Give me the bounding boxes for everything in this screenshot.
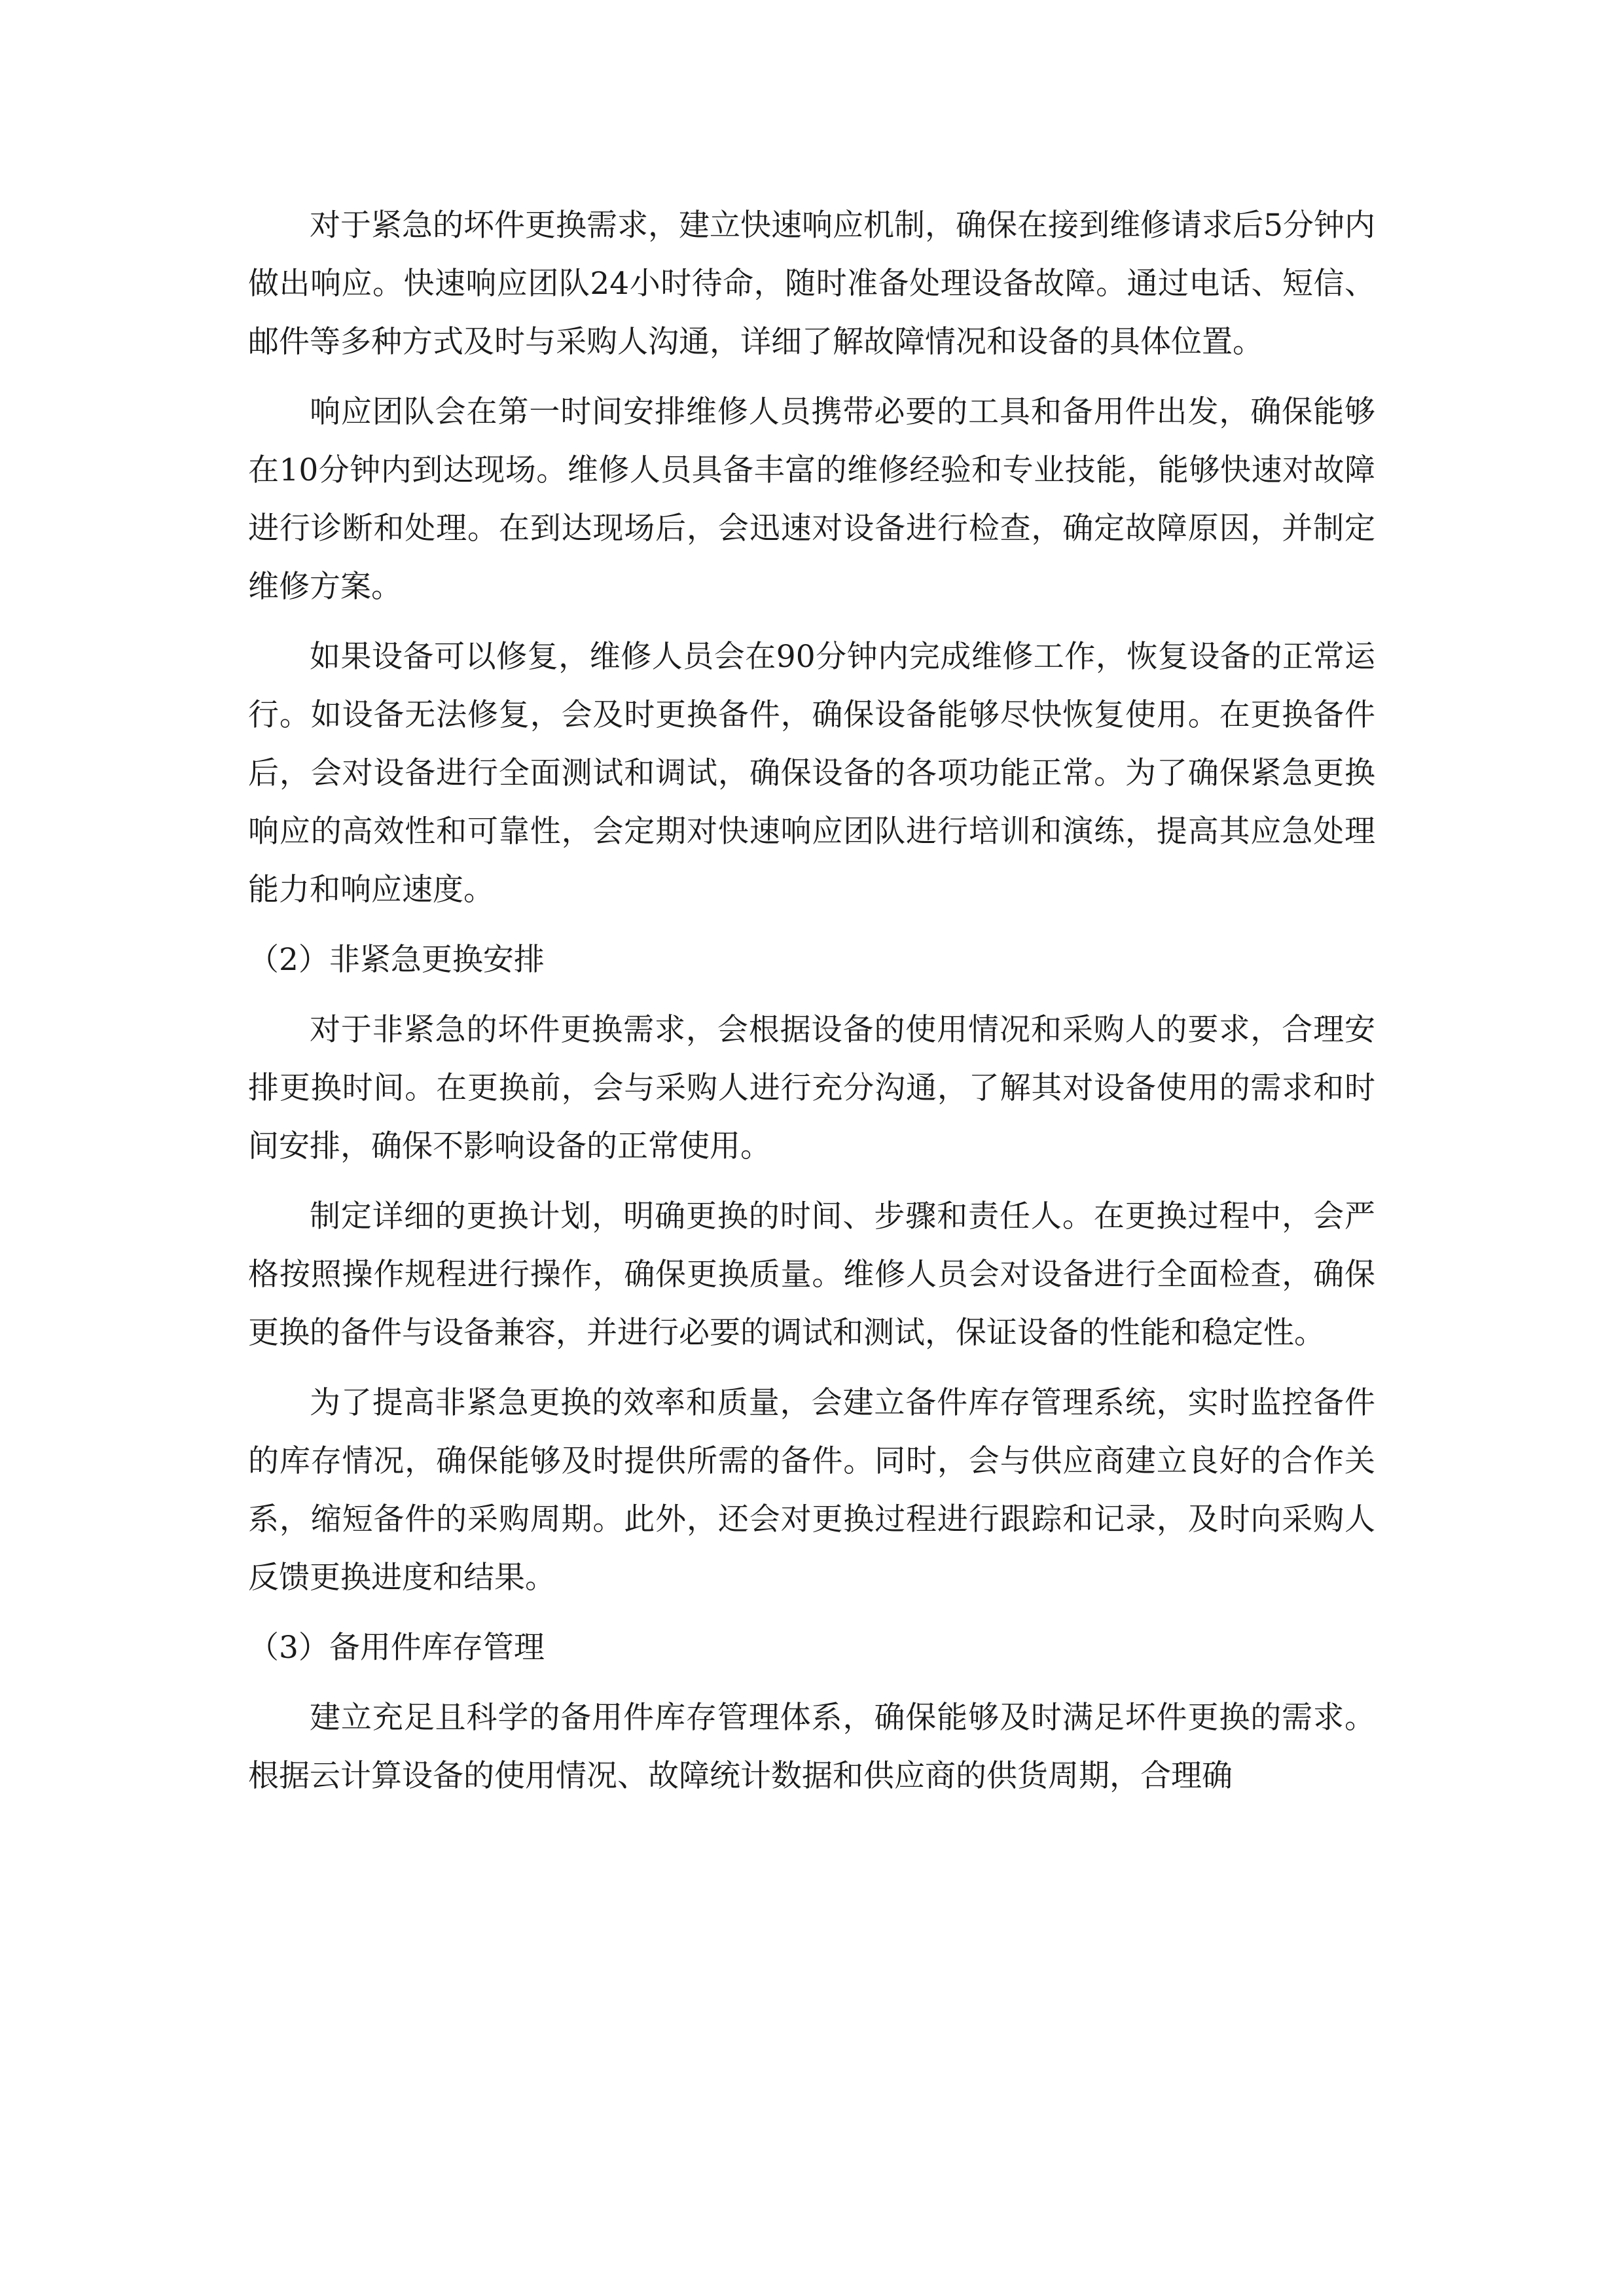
section-heading-spare-parts: （3）备用件库存管理 xyxy=(248,1630,545,1666)
paragraph-spare-parts-system: 建立充足且科学的备用件库存管理体系，确保能够及时满足坏件更换的需求。根据云计算设备的使用情况、故障统计数据和供应商的供货周期，合理确 xyxy=(248,1700,1375,1794)
document-body xyxy=(248,196,1375,1817)
paragraph-team-dispatch: 响应团队会在第一时间安排维修人员携带必要的工具和备用件出发，确保能够在10分钟内到达现场。维修人员具备丰富的维修经验和专业技能，能够快速对故障进行诊断和处理。在到达现场后，会迅速对设备进行检查，确定故障原因，并制定维修方案。 xyxy=(248,394,1375,605)
section-heading-non-emergency: （2）非紧急更换安排 xyxy=(248,942,545,978)
paragraph-repair-or-replace: 如果设备可以修复，维修人员会在90分钟内完成维修工作，恢复设备的正常运行。如设备无法修复，会及时更换备件，确保设备能够尽快恢复使用。在更换备件后，会对设备进行全面测试和调试，确保设备的各项功能正常。为了确保紧急更换响应的高效性和可靠性，会定期对快速响应团队进行培训和演练，提高其应急处理能力和响应速度。 xyxy=(248,639,1375,908)
paragraph-emergency-response: 对于紧急的坏件更换需求，建立快速响应机制，确保在接到维修请求后5分钟内做出响应。快速响应团队24小时待命，随时准备处理设备故障。通过电话、短信、邮件等多种方式及时与采购人沟通，详细了解故障情况和设备的具体位置。 xyxy=(248,207,1375,360)
paragraph-replacement-plan: 制定详细的更换计划，明确更换的时间、步骤和责任人。在更换过程中，会严格按照操作规程进行操作，确保更换质量。维修人员会对设备进行全面检查，确保更换的备件与设备兼容，并进行必要的调试和测试，保证设备的性能和稳定性。 xyxy=(248,1198,1375,1351)
paragraph-non-emergency-schedule: 对于非紧急的坏件更换需求，会根据设备的使用情况和采购人的要求，合理安排更换时间。在更换前，会与采购人进行充分沟通，了解其对设备使用的需求和时间安排，确保不影响设备的正常使用。 xyxy=(248,1012,1375,1164)
paragraph-inventory-system: 为了提高非紧急更换的效率和质量，会建立备件库存管理系统，实时监控备件的库存情况，确保能够及时提供所需的备件。同时，会与供应商建立良好的合作关系，缩短备件的采购周期。此外，还会对更换过程进行跟踪和记录，及时向采购人反馈更换进度和结果。 xyxy=(248,1385,1375,1596)
